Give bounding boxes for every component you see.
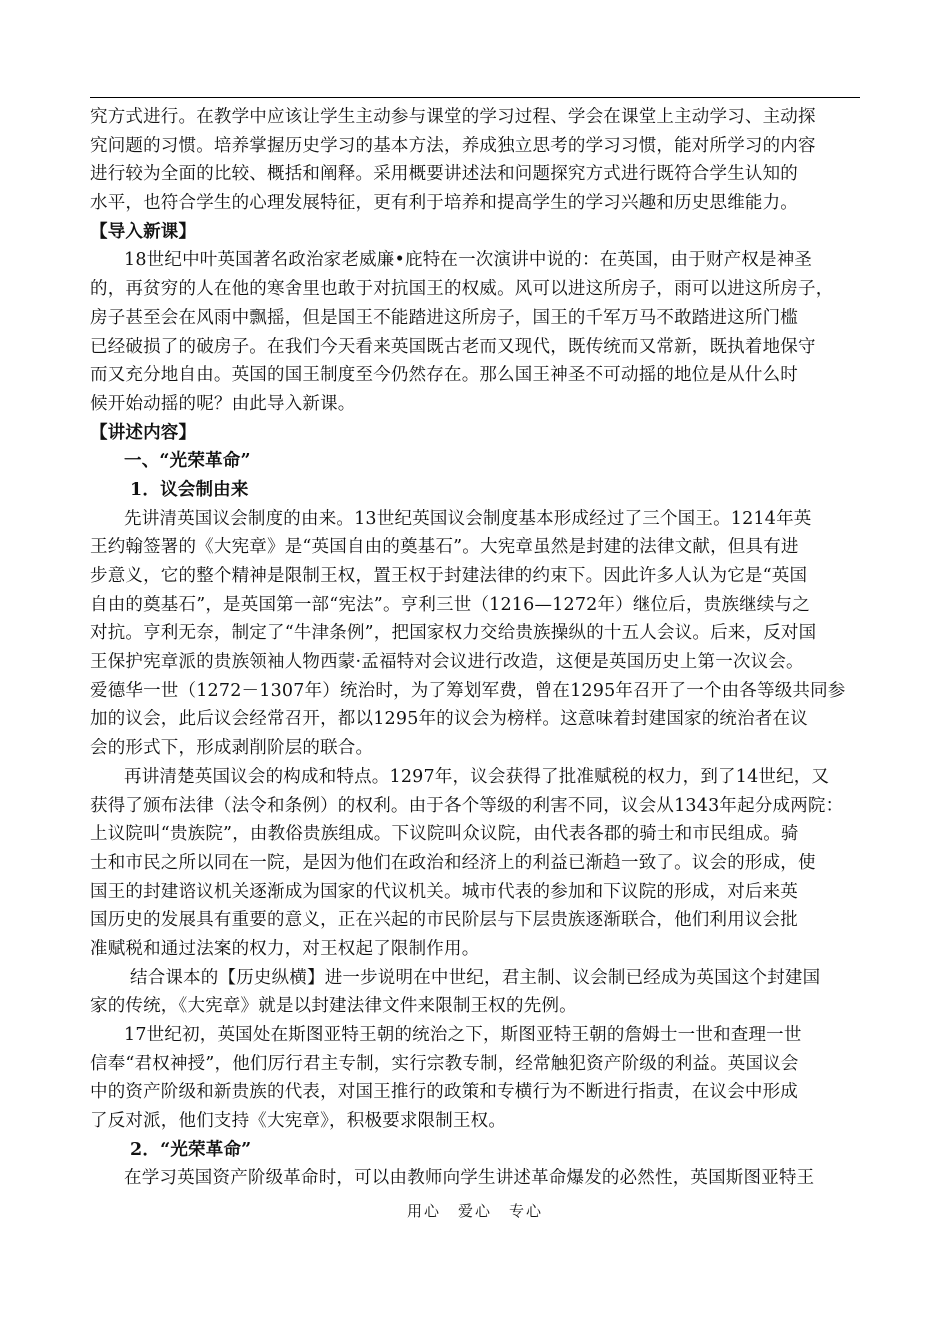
paragraph-parliament-structure (90, 763, 860, 964)
text-line: 会的形式下，形成剥削阶层的联合。 (90, 738, 374, 759)
section-heading-content: 【讲述内容】 (90, 422, 197, 443)
text-line: 步意义，它的整个精神是限制王权，置王权于封建法律的约束下。因此许多人认为它是“英国 (90, 566, 808, 586)
text-line: 先讲清英国议会制度的由来。13世纪英国议会制度基本形成经过了三个国王。1214年英 (124, 508, 812, 529)
text-line: 究方式进行。在教学中应该让学生主动参与课堂的学习过程、学会在课堂上主动学习、主动探 (90, 107, 816, 127)
text-line: 已经破损了的破房子。在我们今天看来英国既古老而又现代，既传统而又常新，既执着地保守 (90, 336, 816, 357)
paragraph-intro (90, 246, 860, 418)
section-heading-intro: 【导入新课】 (90, 221, 197, 242)
subheading-parliament-origin: 1．议会制由来 (130, 479, 249, 500)
paragraph-stuart-dynasty (90, 1021, 860, 1136)
text-line: 17世纪初，英国处在斯图亚特王朝的统治之下，斯图亚特王朝的詹姆士一世和查理一世 (124, 1025, 802, 1045)
text-line: 王保护宪章派的贵族领袖人物西蒙·孟福特对会议进行改造，这便是英国历史上第一次议会。 (90, 652, 804, 673)
paragraph-parliament-origin (90, 505, 860, 763)
text-line: 国历史的发展具有重要的意义，正在兴起的市民阶层与下层贵族逐渐联合，他们利用议会批 (90, 910, 798, 931)
page-footer: 用心 爱心 专心 (406, 1202, 543, 1220)
text-line: 水平，也符合学生的心理发展特征，更有利于培养和提高学生的学习兴趣和历史思维能力。 (90, 193, 798, 214)
subheading-glorious-revolution: 一、“光荣革命” (124, 451, 251, 472)
header-rule (90, 97, 860, 98)
text-line: 自由的奠基石”，是英国第一部“宪法”。亨利三世（1216—1272年）继位后，贵族继续与之 (90, 594, 810, 615)
paragraph-history-column (90, 964, 860, 1021)
text-line: 了反对派，他们支持《大宪章》，积极要求限制王权。 (90, 1111, 507, 1132)
text-line: 获得了颁布法律（法令和条例）的权利。由于各个等级的利害不同，议会从1343年起分成两院： (90, 795, 844, 816)
text-line: 准赋税和通过法案的权力，对王权起了限制作用。 (90, 938, 480, 959)
paragraph-intro-continued (90, 103, 860, 218)
text-line: 候开始动摇的呢？由此导入新课。 (90, 393, 356, 414)
text-line: 中的资产阶级和新贵族的代表，对国王推行的政策和专横行为不断进行指责，在议会中形成 (90, 1082, 798, 1103)
text-line: 士和市民之所以同在一院，是因为他们在政治和经济上的利益已渐趋一致了。议会的形成，使 (90, 852, 816, 873)
subheading-glorious-revolution-2: 2．“光荣革命” (130, 1139, 252, 1160)
text-line: 王约翰签署的《大宪章》是“英国自由的奠基石”。大宪章虽然是封建的法律文献，但具有进 (90, 537, 799, 558)
document-body (90, 103, 860, 1193)
text-line: 再讲清楚英国议会的构成和特点。1297年，议会获得了批准赋税的权力，到了14世纪，又 (124, 766, 830, 787)
text-line: 爱德华一世（1272－1307年）统治时，为了筹划军费，曾在1295年召开了一个由各等级共同参 (90, 680, 846, 701)
text-line: 究问题的习惯。培养掌握历史学习的基本方法，养成独立思考的学习习惯，能对所学习的内容 (90, 135, 816, 156)
text-line: 进行较为全面的比较、概括和阐释。采用概要讲述法和问题探究方式进行既符合学生认知的 (90, 164, 798, 185)
text-line: 18世纪中叶英国著名政治家老威廉•庇特在一次演讲中说的：在英国，由于财产权是神圣 (124, 250, 813, 271)
text-line: 信奉“君权神授”，他们厉行君主专制，实行宗教专制，经常触犯资产阶级的利益。英国议会 (90, 1053, 799, 1074)
text-line: 家的传统，《大宪章》就是以封建法律文件来限制王权的先例。 (90, 996, 577, 1017)
text-line: 结合课本的【历史纵横】进一步说明在中世纪，君主制、议会制已经成为英国这个封建国 (130, 967, 821, 988)
text-line: 在学习英国资产阶级革命时，可以由教师向学生讲述革命爆发的必然性，英国斯图亚特王 (124, 1168, 815, 1189)
text-line: 的，再贫穷的人在他的寒舍里也敢于对抗国王的权威。风可以进这所房子，雨可以进这所房子， (90, 279, 834, 300)
text-line: 对抗。亨利无奈，制定了“牛津条例”，把国家权力交给贵族操纵的十五人会议。后来，反对国 (90, 623, 817, 644)
text-line: 上议院叫“贵族院”，由教俗贵族组成。下议院叫众议院，由代表各郡的骑士和市民组成。骑 (90, 824, 799, 845)
text-line: 国王的封建谘议机关逐渐成为国家的代议机关。城市代表的参加和下议院的形成，对后来英 (90, 881, 798, 902)
paragraph-revolution (90, 1164, 860, 1193)
text-line: 加的议会，此后议会经常召开，都以1295年的议会为榜样。这意味着封建国家的统治者在议 (90, 709, 808, 730)
text-line: 而又充分地自由。英国的国王制度至今仍然存在。那么国王神圣不可动摇的地位是从什么时 (90, 365, 798, 386)
text-line: 房子甚至会在风雨中飘摇，但是国王不能踏进这所房子，国王的千军万马不敢踏进这所门槛 (90, 307, 798, 328)
